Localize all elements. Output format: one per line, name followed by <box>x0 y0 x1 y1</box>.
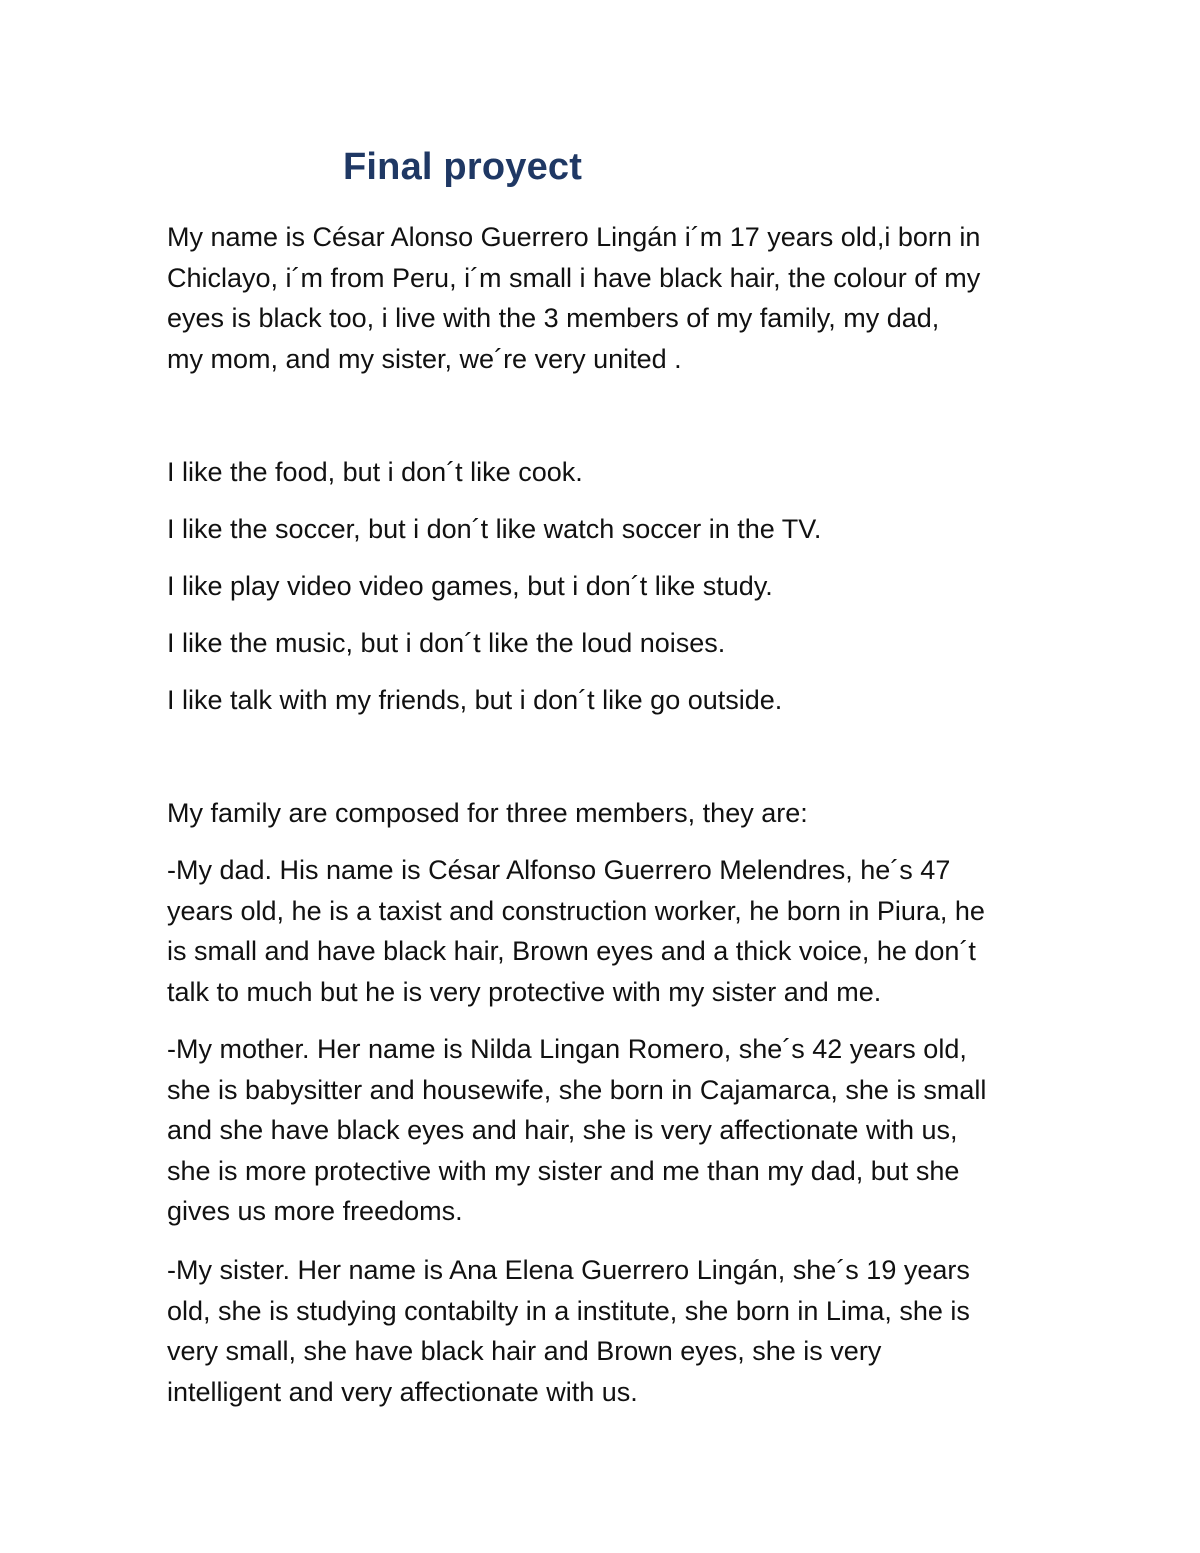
mother-line: she is babysitter and housewife, she born in Cajamarca, she is small <box>167 1074 987 1105</box>
dad-line: -My dad. His name is César Alfonso Guerrero Melendres, he´s 47 <box>167 855 951 885</box>
like-line-soccer: I like the soccer, but i don´t like watch soccer in the TV. <box>167 514 822 544</box>
sister-line: old, she is studying contabilty in a institute, she born in Lima, she is <box>167 1295 970 1326</box>
dad-line: is small and have black hair, Brown eyes and a thick voice, he don´t <box>167 936 976 966</box>
mother-line: and she have black eyes and hair, she is very affectionate with us, <box>167 1115 958 1145</box>
intro-paragraph <box>167 217 1067 379</box>
intro-line: eyes is black too, i live with the 3 members of my family, my dad, <box>167 303 940 333</box>
dad-line: talk to much but he is very protective with my sister and me. <box>167 976 882 1007</box>
mother-paragraph <box>167 1029 1067 1232</box>
like-line-music: I like the music, but i don´t like the loud noises. <box>167 628 726 658</box>
mother-line: -My mother. Her name is Nilda Lingan Romero, she´s 42 years old, <box>167 1034 967 1064</box>
family-intro: My family are composed for three members, they are: <box>167 798 808 828</box>
intro-line: My name is César Alonso Guerrero Lingán i´m 17 years old,i born in <box>167 222 981 252</box>
like-line-food: I like the food, but i don´t like cook. <box>167 457 583 487</box>
mother-line: gives us more freedoms. <box>167 1196 463 1226</box>
intro-line: Chiclayo, i´m from Peru, i´m small i have black hair, the colour of my <box>167 262 981 293</box>
dad-line: years old, he is a taxist and construction worker, he born in Piura, he <box>167 895 985 926</box>
like-line-video-games: I like play video video games, but i don´t like study. <box>167 571 773 601</box>
mother-line: she is more protective with my sister and me than my dad, but she <box>167 1155 960 1186</box>
dad-paragraph <box>167 850 1067 1012</box>
sister-line: -My sister. Her name is Ana Elena Guerrero Lingán, she´s 19 years <box>167 1255 970 1285</box>
document-title: Final proyect <box>343 146 583 188</box>
sister-line: very small, she have black hair and Brown eyes, she is very <box>167 1336 882 1366</box>
like-line-friends: I like talk with my friends, but i don´t like go outside. <box>167 685 783 715</box>
sister-line: intelligent and very affectionate with us. <box>167 1376 638 1407</box>
sister-paragraph <box>167 1250 1067 1412</box>
intro-line: my mom, and my sister, we´re very united . <box>167 343 682 374</box>
